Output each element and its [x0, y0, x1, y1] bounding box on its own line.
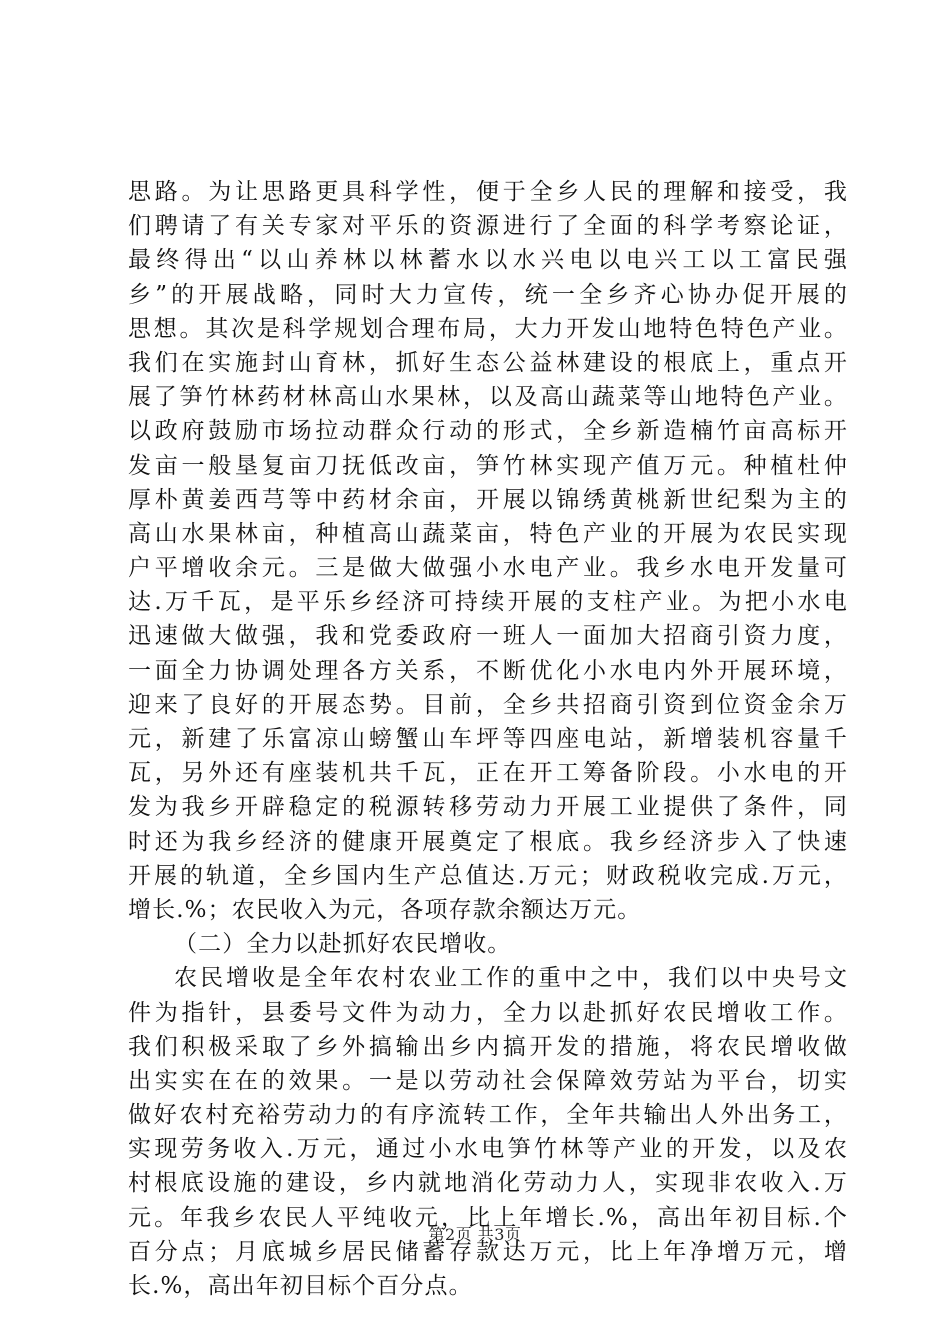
- text-line: 厚朴黄姜西芎等中药材余亩，开展以锦绣黄桃新世纪梨为主的: [128, 486, 848, 513]
- text-line: 展了笋竹林药材林高山水果林，以及高山蔬菜等山地特色产业。: [128, 384, 848, 411]
- text-line: 最终得出“以山养林以林蓄水以水兴电以电兴工以工富民强: [128, 247, 848, 274]
- text-line: 我们在实施封山育林，抓好生态公益林建设的根底上，重点开: [128, 349, 848, 376]
- section-heading: （二）全力以赴抓好农民增收。: [174, 931, 512, 958]
- text-line: 迎来了良好的开展态势。目前，全乡共招商引资到位资金余万: [128, 691, 848, 718]
- text-line: 出实实在在的效果。一是以劳动社会保障效劳站为平台，切实: [128, 1067, 848, 1094]
- text-line: 增长.%；农民收入为元，各项存款余额达万元。: [128, 896, 642, 923]
- text-line: 高山水果林亩，种植高山蔬菜亩，特色产业的开展为农民实现: [128, 520, 848, 547]
- text-line: 一面全力协调处理各方关系，不断优化小水电内外开展环境，: [128, 657, 848, 684]
- text-line: 元，新建了乐富凉山螃蟹山车坪等四座电站，新增装机容量千: [128, 726, 848, 752]
- body-text: [128, 175, 848, 1303]
- text-line: 长.%，高出年初目标个百分点。: [128, 1273, 473, 1299]
- text-line: 元。年我乡农民人平纯收元，比上年增长.%，高出年初目标.个: [128, 1204, 848, 1231]
- text-line: 瓦，另外还有座装机共千瓦，正在开工筹备阶段。小水电的开: [128, 760, 848, 787]
- text-line: 们聘请了有关专家对平乐的资源进行了全面的科学考察论证，: [128, 213, 848, 240]
- text-line: 时还为我乡经济的健康开展奠定了根底。我乡经济步入了快速: [128, 828, 848, 855]
- page-footer: [0, 1222, 950, 1245]
- text-line: 发为我乡开辟稳定的税源转移劳动力开展工业提供了条件，同: [128, 794, 848, 821]
- text-line: 思想。其次是科学规划合理布局，大力开发山地特色特色产业。: [128, 315, 848, 342]
- text-line: 思路。为让思路更具科学性，便于全乡人民的理解和接受，我: [128, 179, 848, 205]
- text-line: 实现劳务收入.万元，通过小水电笋竹林等产业的开发，以及农: [128, 1136, 848, 1163]
- text-line: 乡”的开展战略，同时大力宣传，统一全乡齐心协办促开展的: [128, 281, 848, 308]
- text-line: 农民增收是全年农村农业工作的重中之中，我们以中央号文: [174, 965, 848, 992]
- text-line: 我们积极采取了乡外搞输出乡内搞开发的措施，将农民增收做: [128, 1033, 848, 1060]
- text-line: 发亩一般垦复亩刀抚低改亩，笋竹林实现产值万元。种植杜仲: [128, 452, 848, 479]
- text-line: 开展的轨道，全乡国内生产总值达.万元；财政税收完成.万元，: [128, 862, 848, 889]
- text-line: 百分点；月底城乡居民储蓄存款达万元，比上年净增万元，增: [128, 1238, 848, 1265]
- page-number: 第2页 共3页: [428, 1225, 522, 1244]
- text-line: 达.万千瓦，是平乐乡经济可持续开展的支柱产业。为把小水电: [128, 589, 848, 616]
- text-line: 件为指针，县委号文件为动力，全力以赴抓好农民增收工作。: [128, 999, 848, 1026]
- text-line: 户平增收余元。三是做大做强小水电产业。我乡水电开发量可: [128, 555, 848, 582]
- text-line: 迅速做大做强，我和党委政府一班人一面加大招商引资力度，: [128, 623, 848, 650]
- text-line: 以政府鼓励市场拉动群众行动的形式，全乡新造楠竹亩高标开: [128, 418, 848, 445]
- text-line: 做好农村充裕劳动力的有序流转工作，全年共输出人外出务工，: [128, 1102, 848, 1129]
- text-line: 村根底设施的建设，乡内就地消化劳动力人，实现非农收入.万: [128, 1170, 848, 1197]
